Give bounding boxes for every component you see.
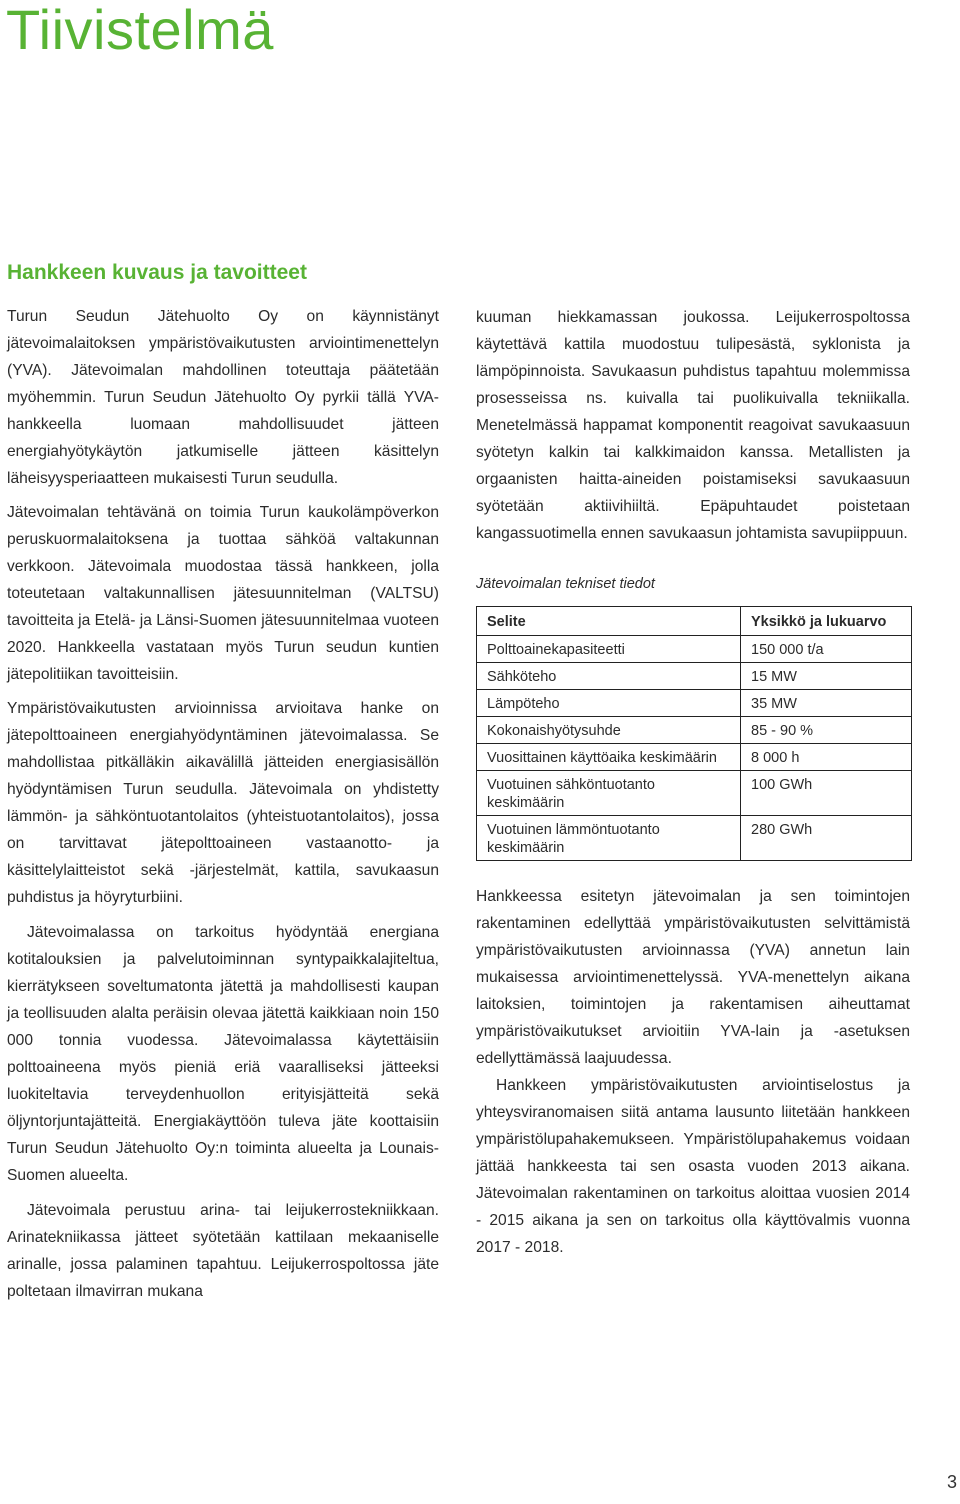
- section-heading: Hankkeen kuvaus ja tavoitteet: [7, 261, 307, 284]
- left-column: [7, 303, 439, 1305]
- table-row: [477, 717, 912, 744]
- table-cell: Polttoainekapasiteetti: [477, 636, 741, 663]
- table-row: [477, 636, 912, 663]
- page-number: 3: [946, 1472, 957, 1492]
- table-cell: 85 - 90 %: [741, 717, 912, 744]
- table-cell: Kokonaishyötysuhde: [477, 717, 741, 744]
- page-title: Tiivistelmä: [6, 0, 274, 61]
- table-header-cell: Yksikkö ja lukuarvo: [741, 607, 912, 636]
- table-row: [477, 816, 912, 861]
- table-cell: 150 000 t/a: [741, 636, 912, 663]
- paragraph: kuuman hiekkamassan joukossa. Leijukerrospoltossa käytettävä kattila muodostuu tulipesästä, syklonista ja lämpöpinnoista. Savukaasun puhdistus tapahtuu molemmissa prosesseissa ns. kuivalla tai puolikuivalla tekniikalla. Menetelmässä happamat komponentit reagoivat savukaasuun syötetyn kalkin tai kalkkimaidon kanssa. Metallisten ja orgaanisten haitta-aineiden poistamiseksi savukaasuun syötetään aktiivihiiltä. Epäpuhtaudet poistetaan kangassuotimella ennen savukaasun johtamista savupiippuun.: [476, 309, 910, 542]
- table-cell: Vuotuinen lämmöntuotanto keskimäärin: [477, 816, 741, 861]
- table-caption: Jätevoimalan tekniset tiedot: [476, 576, 655, 592]
- table-cell: Sähköteho: [477, 663, 741, 690]
- table-row: [477, 690, 912, 717]
- paragraph: Turun Seudun Jätehuolto Oy on käynnistänyt jätevoimalaitoksen ympäristövaikutusten arviointimenettelyn (YVA). Jätevoimalan mahdollinen toteuttaja päätetään myöhemmin. Turun Seudun Jätehuolto Oy pyrkii tällä YVA-hankkeella luomaan mahdollisuudet jätteen energiahyötykäytön jatkumiselle jätteen käsittelyn läheisyysperiaatteen mukaisesti Turun seudulla.: [7, 308, 439, 487]
- table-cell: 280 GWh: [741, 816, 912, 861]
- table-header-row: [477, 607, 912, 636]
- table-cell: Vuotuinen sähköntuotanto keskimäärin: [477, 771, 741, 816]
- table-row: [477, 663, 912, 690]
- paragraph: Jätevoimalassa on tarkoitus hyödyntää energiana kotitalouksien ja palvelutoiminnan syntypaikkalajiteltua, kierrätykseen soveltumatonta jätettä ja mahdollisesti kaupan ja teollisuuden alalta peräisin olevaa jätettä kaikkiaan noin 150 000 tonnia vuodessa. Jätevoimalassa käytettäisiin polttoaineena myös pieniä eriä vaaralliseksi jätteeksi luokiteltavia terveydenhuollon erityisjätteitä sekä öljyntorjuntajätteitä. Energiakäyttöön tuleva jäte koottaisiin Turun Seudun Jätehuolto Oy:n toiminta alueelta ja Lounais-Suomen alueelta.: [7, 924, 439, 1184]
- table-cell: 15 MW: [741, 663, 912, 690]
- table-header-cell: Selite: [477, 607, 741, 636]
- table-cell: Lämpöteho: [477, 690, 741, 717]
- paragraph: Jätevoimalan tehtävänä on toimia Turun kaukolämpöverkon peruskuormalaitoksena ja tuottaa sähköä valtakunnan verkkoon. Jätevoimala muodostaa tässä hankkeen, jolla toteutetaan valtakunnallisen jätesuunnitelman (VALTSU) tavoitteita ja Etelä- ja Länsi-Suomen jätesuunnitelmaa vuoteen 2020. Hankkeella vastataan myös Turun seudun kuntien jätepolitiikan tavoitteisiin.: [7, 504, 439, 683]
- paragraph: Jätevoimala perustuu arina- tai leijukerrostekniikkaan. Arinatekniikassa jätteet syötetään kattilaan mekaaniselle arinalle, jossa palaminen tapahtuu. Leijukerrospoltossa jäte poltetaan ilmavirran mukana: [7, 1202, 439, 1300]
- table-row: [477, 771, 912, 816]
- paragraph: Hankkeessa esitetyn jätevoimalan ja sen toimintojen rakentaminen edellyttää ympäristövaikutusten selvittämistä ympäristövaikutusten arvioinnassa (YVA) annetun lain mukaisessa arviointimenettelyssä. YVA-menettelyn aikana laitoksien, toimintojen ja rakentamisen aiheuttamat ympäristövaikutukset arvioitiin YVA-lain ja -asetuksen edellyttämässä laajuudessa.: [476, 888, 910, 1067]
- table-row: [477, 744, 912, 771]
- technical-specs-table: [476, 606, 912, 861]
- table-cell: 8 000 h: [741, 744, 912, 771]
- table-cell: 35 MW: [741, 690, 912, 717]
- right-column: [476, 304, 910, 1261]
- paragraph: Ympäristövaikutusten arvioinnissa arvioitava hanke on jätepolttoaineen energiahyödyntäminen jätevoimalassa. Se mahdollistaa pitkälläkin aikavälillä jätteiden energiasisällön hyödyntämisen Turun seudulla. Jätevoimala on yhdistetty lämmön- ja sähköntuotantolaitos (yhteistuotantolaitos), jossa on tarvittavat jätepolttoaineen vastaanotto- ja käsittelylaitteistot sekä -järjestelmät, kattila, savukaasun puhdistus ja höyryturbiini.: [7, 700, 439, 906]
- table-cell: 100 GWh: [741, 771, 912, 816]
- paragraph: Hankkeen ympäristövaikutusten arviointiselostus ja yhteysviranomaisen siitä antama lausunto liitetään hankkeen ympäristölupahakemukseen. Ympäristölupahakemus voidaan jättää hankkeesta tai sen osasta vuoden 2013 aikana. Jätevoimalan rakentaminen on tarkoitus aloittaa vuosien 2014 - 2015 aikana ja sen on tarkoitus olla käyttövalmis vuonna 2017 - 2018.: [476, 1077, 910, 1256]
- table-cell: Vuosittainen käyttöaika keskimäärin: [477, 744, 741, 771]
